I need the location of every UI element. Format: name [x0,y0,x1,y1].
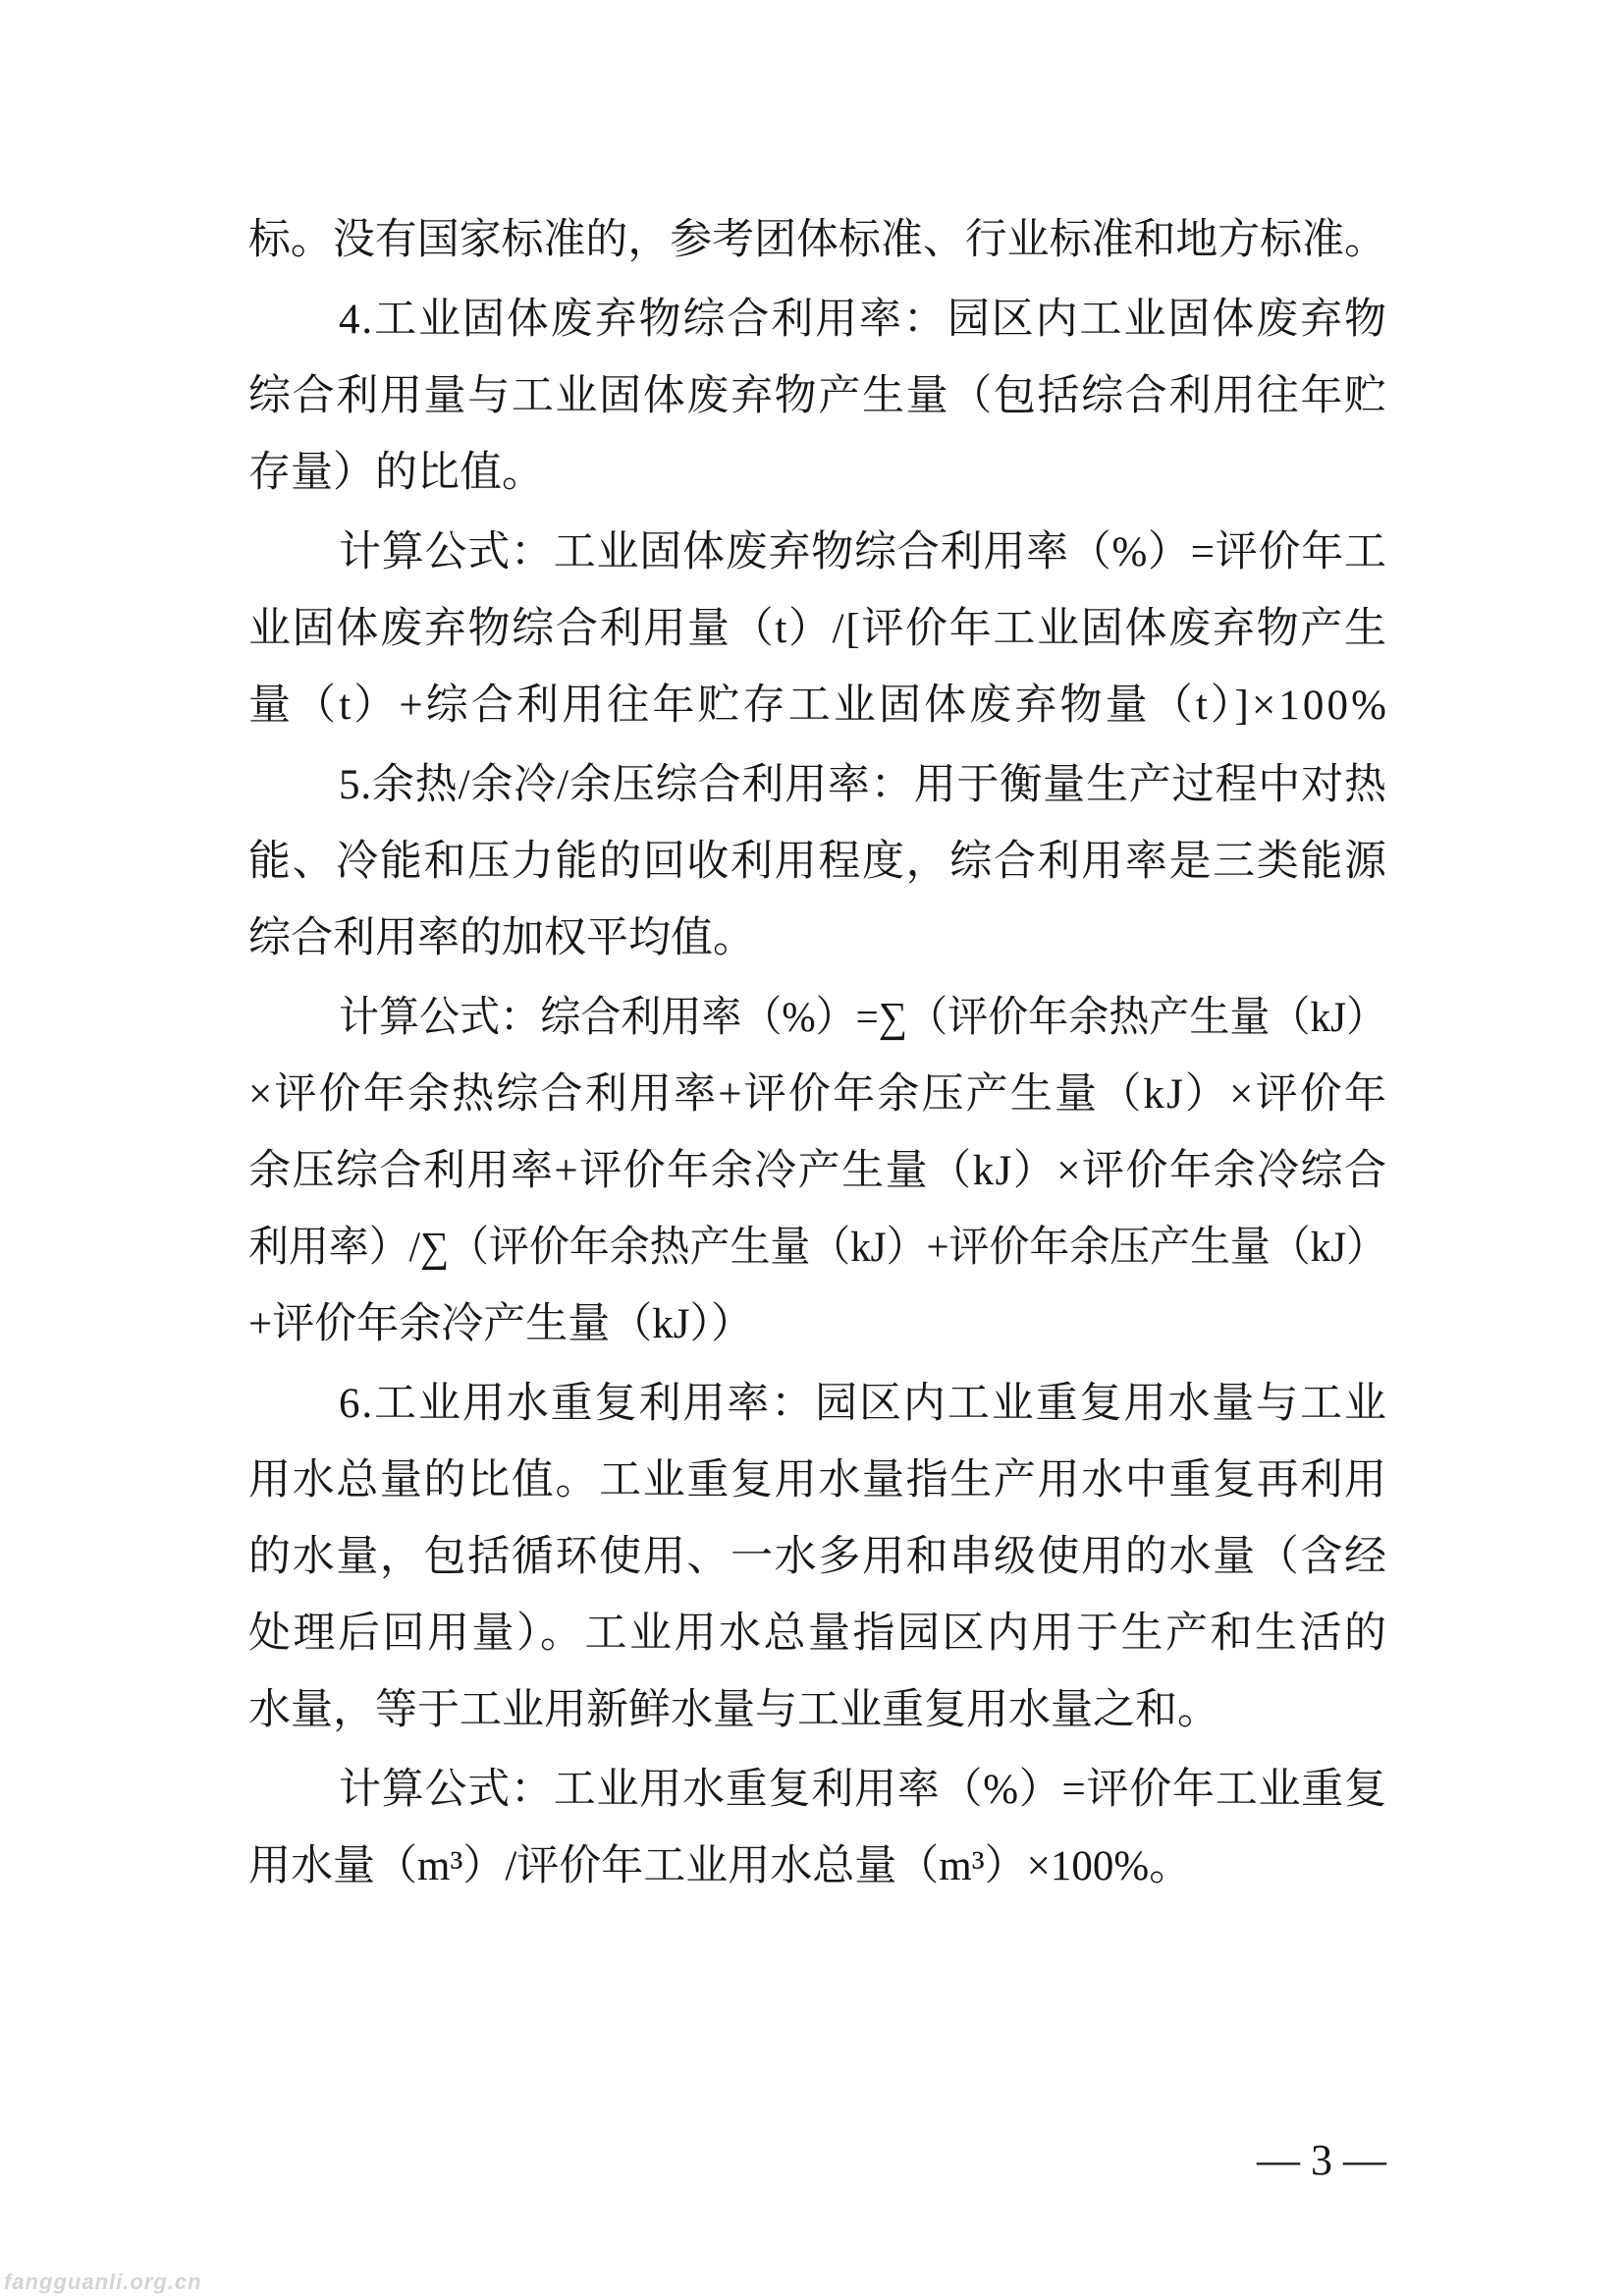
text-line [248,1366,1386,1443]
line-text: ×评价年余热综合利用率+评价年余压产生量（kJ）×评价年 [248,1071,1389,1118]
text-line [248,1519,1386,1596]
line-text: 计算公式：工业用水重复利用率（%）=评价年工业重复 [339,1767,1387,1813]
text-line [248,202,1386,279]
text-line [248,1829,1386,1905]
paragraph [248,1752,1386,1905]
line-text: 利用率）/∑（评价年余热产生量（kJ）+评价年余压产生量（kJ） [248,1225,1386,1271]
text-line [248,980,1386,1057]
paragraph [248,747,1386,977]
text-line [248,515,1386,591]
line-text: 计算公式：工业固体废弃物综合利用率（%）=评价年工 [339,529,1387,575]
text-line [248,1752,1386,1829]
text-line [248,358,1386,435]
line-text: 用水量（m³）/评价年工业用水总量（m³）×100%。 [248,1843,1192,1889]
paragraph [248,980,1389,1363]
line-text: 用水总量的比值。工业重复用水量指生产用水中重复再利用 [248,1457,1388,1503]
line-text: +评价年余冷产生量（kJ）） [248,1301,753,1347]
line-text: 标。没有国家标准的，参考团体标准、行业标准和地方标准。 [248,217,1386,263]
text-line [248,668,1390,744]
text-line [248,1286,1386,1363]
line-text: 余压综合利用率+评价年余冷产生量（kJ）×评价年余冷综合 [248,1148,1388,1194]
line-text: 6.工业用水重复利用率：园区内工业重复用水量与工业 [339,1381,1388,1427]
line-text: 5.余热/余冷/余压综合利用率：用于衡量生产过程中对热 [339,762,1387,808]
paragraph [248,515,1390,744]
paragraph [248,282,1386,512]
text-line [248,1672,1386,1749]
line-text: 存量）的比值。 [248,450,544,496]
text-line [248,1133,1386,1210]
text-line [248,282,1386,358]
text-line [248,824,1386,901]
text-line [248,435,1386,512]
text-line [248,1210,1386,1286]
text-line [248,901,1386,977]
text-line [248,1443,1386,1519]
text-line [248,1057,1389,1133]
watermark: fangguanli.org.cn [4,2269,202,2294]
text-line [248,747,1386,824]
text-line [248,591,1386,668]
line-text: 4.工业固体废弃物综合利用率：园区内工业固体废弃物 [339,297,1388,343]
line-text: 能、冷能和压力能的回收利用程度，综合利用率是三类能源 [248,839,1388,885]
document-body [248,202,1390,1905]
line-text: 综合利用率的加权平均值。 [248,915,755,961]
paragraph [248,202,1386,279]
line-text: 量（t）+综合利用往年贮存工业固体废弃物量（t）]×100% [248,683,1390,729]
line-text: 业固体废弃物综合利用量（t）/[评价年工业固体废弃物产生 [248,606,1388,652]
line-text: 处理后回用量）。工业用水总量指园区内用于生产和生活的 [248,1611,1389,1657]
page-number: — 3 — [1257,2136,1386,2184]
paragraph [248,1366,1389,1749]
line-text: 计算公式：综合利用率（%）=∑（评价年余热产生量（kJ） [339,995,1386,1041]
line-text: 水量，等于工业用新鲜水量与工业重复用水量之和。 [248,1687,1219,1733]
line-text: 的水量，包括循环使用、一水多用和串级使用的水量（含经 [248,1534,1388,1580]
text-line [248,1596,1389,1672]
line-text: 综合利用量与工业固体废弃物产生量（包括综合利用往年贮 [248,373,1388,419]
